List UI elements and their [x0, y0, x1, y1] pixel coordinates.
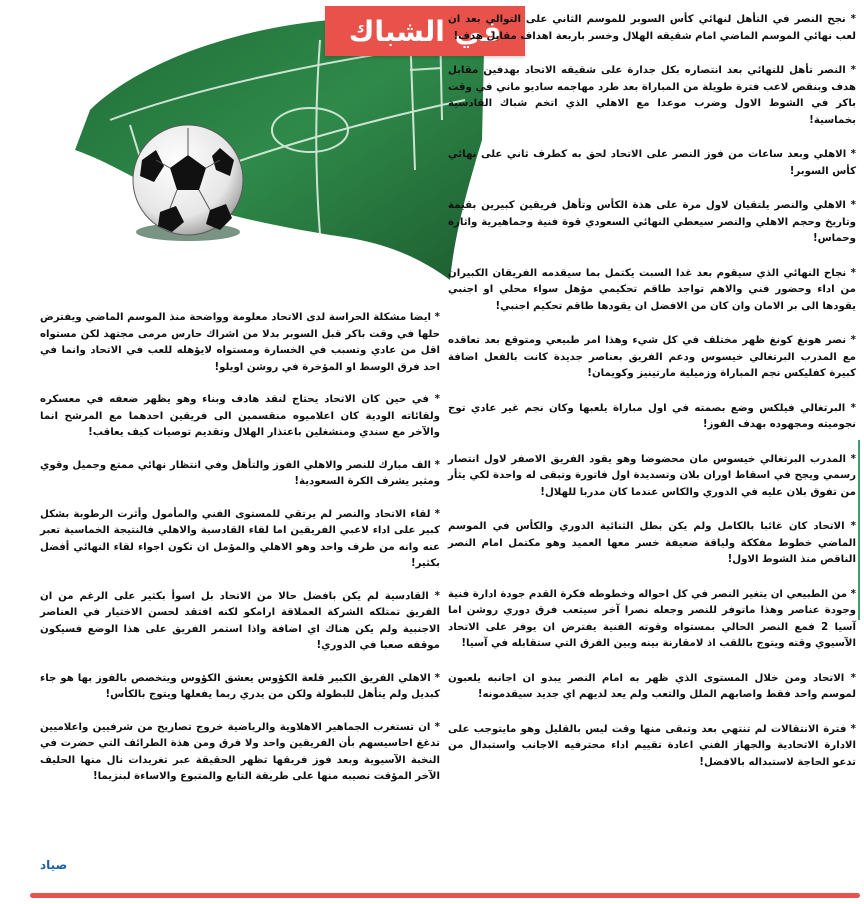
paragraph: * الاهلي والنصر يلتقيان لاول مرة على هذة الكأس وتأهل فريقين كبيرين بقيمة وتاريخ وحجم الاهلي والنصر سيعطي النهائي السعودي قوة فنية وجماهيرية واثارة وحماس!: [448, 200, 856, 244]
author-signature: [40, 858, 67, 872]
paragraph: * نجاح النهائي الذي سيقوم بعد غدا السبت يكتمل بما سيقدمه الفريقان الكبيران من اداء وحضور فني والاهم تواجد طاقم تحكيمي مؤهل سواء محلي او اجنبي يقودها الى بر الامان وان كان من الافضل ان يقودها طاقم تحكيم اجنبي!: [448, 267, 856, 312]
paragraph: * النصر تأهل للنهائي بعد انتصاره بكل جدارة على شقيقه الاتحاد بهدفين مقابل هدف وبنقص لاعب فترة طويلة من المباراة بعد طرد مهاجمه ساديو ماني في وقت باكر في الشوط الاول وضرب موعدا مع الاهلي الذي اتخم شباك القادسية بخماسية!: [448, 65, 856, 126]
paragraph: * الاتحاد كان غائبا بالكامل ولم يكن بطل الثنائية الدوري والكأس في الموسم الماضي خطوط مفككة ولياقة ضعيفة خسر معها العميد وهو مكتمل امام النصر الناقص منذ الشوط الاول!: [448, 521, 856, 565]
paragraph: * في حين كان الاتحاد يحتاج لنقد هادف وبناء وهو يظهر ضعفه في معسكره ولقائاته الودية كان اعلاميوه منقسمين الى فريقين احدهما مع المرشح انما والآخر مع سندي ومنشغلين باعتذار الهلال وتقديم توصيات كيف يعاقب!: [40, 394, 440, 438]
paragraph: * ان تستغرب الجماهير الاهلاوية والرياضية خروج تصاريح من شرفيين واعلاميين تدغغ احاسيسهم بأن الفريقين واحد ولا فرق ومن هذة الطرائف التي حضرت في النخبة الآسيوية وبعد فوز فريقها تظهر الحقيقة عبر تغريدات نال منها الحليف الآخر المؤقت نصيبه منها على طريقة التابع والمتبوع والاساءة لبنزيما!: [40, 721, 440, 782]
paragraph: * المدرب البرتغالي خيسوس مان محضوضا وهو يقود الفريق الاصفر لاول انتصار رسمي ويجح في اسقاط اوران بلان وتسديدة اول فاتورة وتبقى له واحدة لكي يثأر من تفوق بلان عليه في الدوري والكاس عندما كان مدربا للهلال!: [448, 453, 856, 498]
soccer-ball-icon: [133, 125, 243, 241]
paragraph: * ايضا مشكلة الحراسة لدى الاتحاد معلومة وواضحة منذ الموسم الماضي ويفترض حلها في وقت باكر قبل السوبر بدلا من اشراك حارس مرمى مجتهد لكن مستواه اقل من عادي وتسبب في الخسارة ومستواه لايؤهله للعب في الاتحاد وانما في احد فرق الوسط او المؤخرة في روشن اويلو!: [40, 312, 440, 373]
right-column: [448, 12, 856, 789]
signature-text: صياد: [40, 858, 68, 872]
paragraph: * الاتحاد ومن خلال المستوى الذي ظهر به امام النصر يبدو ان اجانبه يلعبون لموسم واحد فقط واصابهم الملل والتعب ولم يعد لديهم اي جديد سيقدمونه!: [448, 672, 856, 700]
paragraph: * البرتغالي فيلكس وضع بصمته في اول مباراة يلعبها وكان نجم غير عادي توج نجوميته ومجهوده بهدف الفوز!: [448, 402, 856, 430]
paragraph: * الاهلي الفريق الكبير قلعة الكؤوس يعشق الكؤوس ويتخصص بالفوز بها هو جاء كبديل ولم يتأهل للبطولة ولكن من يدري ربما يفعلها ويتوج بالكأس!: [40, 672, 440, 700]
paragraph: * فترة الانتقالات لم تنتهي بعد وتبقى منها وقت ليس بالقليل وهو مايتوجب على الادارة الاتحادية والجهاز الفني اعادة تقييم اداء محترفيه الاجانب واستبدال من تدعو الحاجة لاستبداله بالافضل!: [448, 723, 856, 768]
paragraph: * الف مبارك للنصر والاهلي الفوز والتأهل وفي انتظار نهائي ممتع وجميل وقوي ومثير يشرف الكرة السعودية!: [40, 459, 440, 487]
paragraph: * من الطبيعي ان يتغير النصر في كل احواله وخطوطه فكرة القدم جودة ادارة فنية وجودة عناصر وهذا ماتوفر للنصر وجعله نصرا آخر سيتعب فرق دوري روشن اما آسيا 2 فمع النصر الحالي بمستواه وقوته الفنية يفترض ان يوفر على الاتحاد الآسيوي وقته ويتوج باللقب اذ لامقارنة بينه وبين الفرق التي ستقابله في آسيا!: [448, 588, 856, 649]
paragraph: * نصر هونغ كونغ ظهر مختلف في كل شيء وهذا امر طبيعي ومتوقع بعد تعاقده مع المدرب البرتغالي خيسوس ودعم الفريق بعناصر جديدة كانت بالفعل اضافة كبيرة كفليكس نجم المباراة وزميلية مارتينيز وكويمان!: [448, 335, 856, 379]
left-column: [40, 310, 440, 802]
paragraph: * لقاء الاتحاد والنصر لم يرتقي للمستوى الفني والمأمول وأثرت الرطوبة بشكل كبير على اداء لاعبي الفريقين اما لقاء القادسية والاهلي فالنتيجة الخماسية تعبر عنه وانه من طرف واحد وهو الاهلي والمؤمل ان تكون اجواء لقاء النهائي أفضل بكثير!: [40, 508, 440, 569]
section-title: في الشباك: [325, 6, 525, 56]
column-divider: [858, 440, 860, 620]
paragraph: * القادسية لم يكن بافضل حالا من الاتحاد بل اسوأ بكثير على الرغم من ان الفريق تمتلكه الشركة العملاقة ارامكو لكنه افتقد لحسن الاختيار في العناصر الاجنبية ولم يكن هناك اي اضافة واذا استمر الفريق على هذا الوضع فسيكون موقفه صعبا في الدوري!: [40, 590, 440, 651]
paragraph: * نجح النصر في التأهل لنهائي كأس السوبر للموسم الثاني على التوالي بعد ان لعب نهائي الموسم الماضي امام شقيقه الهلال وخسر باربعة اهداف مقابل هدف!: [448, 14, 856, 42]
bottom-divider: [30, 893, 860, 898]
paragraph: * الاهلي وبعد ساعات من فوز النصر على الاتحاد لحق به كطرف ثاني على نهائي كأس السوبر!: [448, 149, 856, 177]
